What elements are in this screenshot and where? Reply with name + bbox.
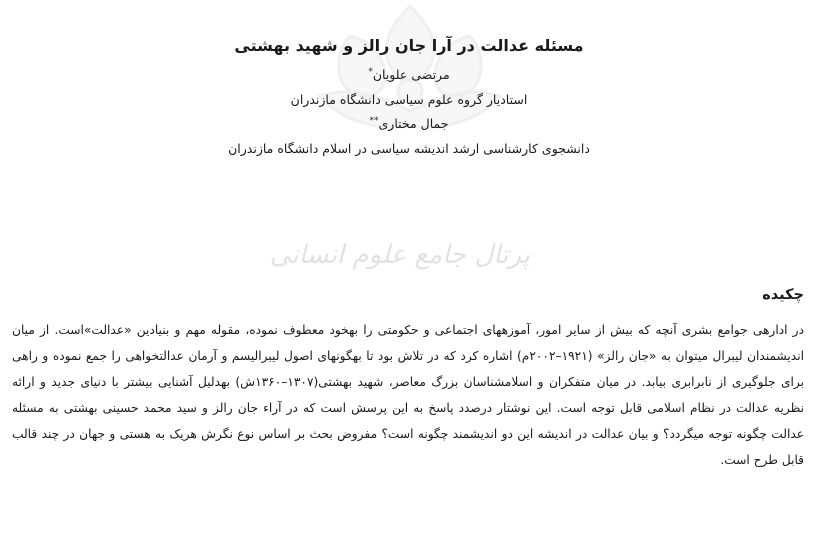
portal-watermark-text: پرتال جامع علوم انسانی <box>269 240 530 270</box>
author-1-affiliation: استادیار گروه علوم سیاسی دانشگاه مازندران <box>290 91 528 107</box>
abstract-body: در ادارهی جوامع بشری آنچه که بیش از سایر امور، آموزههای اجتماعی و حکومتی را بهخود معطوف نموده، مقوله مهم و بنیادین «عدالت»است. از میان اندیشمندان لیبرال میتوان به «جان رالز» (۱۹۲۱–۲۰۰۲م) اشاره کرد که در تلاش بود تا بهگونهای اصول لیبرالیسم و آرمان عدالتخواهی را جمع نموده و راهی برای جلوگیری از نابرابری بیابد. در میان متفکران و اسلامشناسان بزرگ معاصر، شهید بهشتی(۱۳۰۷–۱۳۶۰ش) بهدلیل آشنایی بیشتر با دنیای جدید و ارائه نظریه عدالت در نظام اسلامی قابل توجه است. این نوشتار درصدد پاسخ به این پرسش است که در آراء جان رالز و سید محمد حسینی بهشتی به مسئله عدالت چگونه توجه میگردد؟ و بیان عدالت در اندیشه این دو اندیشمند چگونه است؟ مفروض بحث بر اساس نوع نگرش هریک به هستی و جهان در چند قالب قابل طرح است. <box>12 323 804 467</box>
paper-title: مسئله عدالت در آرا جان رالز و شهید بهشتی <box>234 36 584 55</box>
author-1-line <box>0 63 818 88</box>
author-1-footnote-mark: * <box>368 66 373 77</box>
author-1-name: مرتضی علویان <box>372 67 450 82</box>
author-2-line <box>0 112 818 137</box>
paper-header <box>0 34 818 161</box>
author-2-affiliation: دانشجوی کارشناسی ارشد اندیشه سیاسی در اسلام دانشگاه مازندران <box>228 140 590 156</box>
author-2-footnote-mark: ** <box>369 115 379 126</box>
author-2-name: جمال مختاری <box>378 116 449 131</box>
abstract-heading: چکیده <box>762 287 804 303</box>
